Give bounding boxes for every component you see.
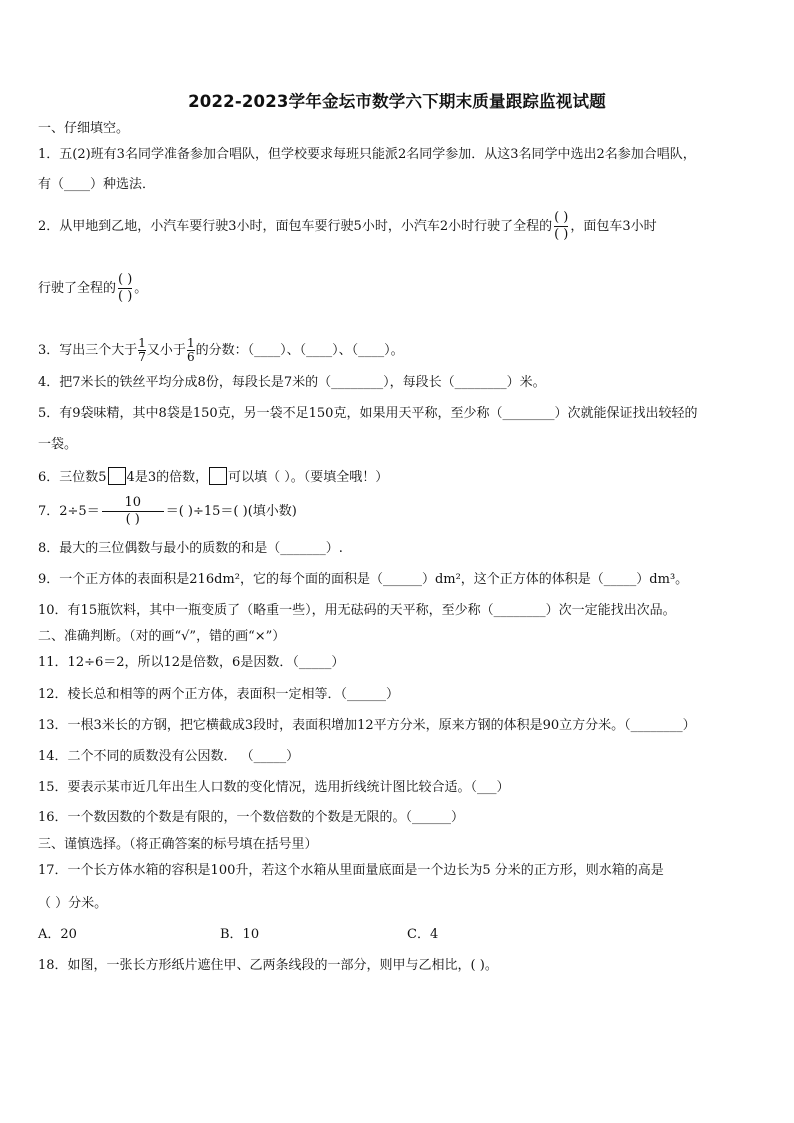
question-17-line-1: 17．一个长方体水箱的容积是100升，若这个水箱从里面量底面是一个边长为5 分米的正方形，则水箱的高是 bbox=[38, 863, 664, 878]
question-17-options bbox=[38, 926, 438, 944]
section-1-heading: 一、仔细填空。 bbox=[38, 121, 130, 136]
question-7: 7．2÷5＝ $\frac{10}{( )}$ ＝( )÷15＝( )(填小数) bbox=[38, 495, 297, 527]
exam-title: 2022-2023学年金坛市数学六下期末质量跟踪监视试题 bbox=[188, 92, 606, 111]
section-3-heading: 三、谨慎选择。（将正确答案的标号填在括号里） bbox=[38, 837, 318, 852]
question-2-text-b: ，面包车3小时 bbox=[570, 219, 657, 234]
question-12: 12．棱长总和相等的两个正方体，表面积一定相等．（______） bbox=[38, 687, 400, 702]
digit-box bbox=[209, 467, 227, 485]
question-6: 6．三位数5 4是3的倍数， 可以填（ ）。（要填全哦！） bbox=[38, 467, 388, 487]
question-15: 15．要表示某市近几年出生人口数的变化情况，选用折线统计图比较合适。（___） bbox=[38, 780, 510, 795]
answer-fraction-2: $\frac{( )}{( )}$ bbox=[118, 272, 133, 304]
option-c: C．4 bbox=[407, 927, 439, 942]
digit-box bbox=[108, 467, 126, 485]
question-2-line-2 bbox=[38, 272, 147, 305]
question-8: 8．最大的三位偶数与最小的质数的和是（_______）. bbox=[38, 541, 343, 556]
question-10: 10．有15瓶饮料，其中一瓶变质了（略重一些），用无砝码的天平称，至少称（________）次一定能找出次品。 bbox=[38, 603, 676, 618]
option-b: B．10 bbox=[220, 927, 260, 942]
question-11: 11．12÷6＝2，所以12是倍数，6是因数．（_____） bbox=[38, 655, 345, 670]
question-18: 18．如图，一张长方形纸片遮住甲、乙两条线段的一部分，则甲与乙相比，( )。 bbox=[38, 958, 498, 973]
section-2-heading: 二、准确判断。（对的画“√”，错的画“×”） bbox=[38, 629, 286, 644]
question-5-line-1: 5．有9袋味精，其中8袋是150克，另一袋不足150克，如果用天平称，至少称（________）次就能保证找出较轻的 bbox=[38, 406, 698, 421]
question-17-line-2: （ ）分米。 bbox=[38, 896, 108, 911]
question-1-line-1: 1．五(2)班有3名同学准备参加合唱队，但学校要求每班只能派2名同学参加．从这3名同学中选出2名参加合唱队， bbox=[38, 147, 696, 162]
option-a: A．20 bbox=[38, 927, 77, 942]
question-16: 16．一个数因数的个数是有限的，一个数倍数的个数是无限的。（______） bbox=[38, 810, 465, 825]
fraction-ten-over-blank: $\frac{10}{( )}$ bbox=[102, 495, 164, 528]
question-2-text-c: 行驶了全程的 bbox=[38, 281, 117, 296]
question-2-text-a: 2．从甲地到乙地，小汽车要行驶3小时，面包车要行驶5小时，小汽车2小时行驶了全程的 bbox=[38, 219, 553, 234]
question-9: 9．一个正方体的表面积是216dm²，它的每个面的面积是（______）dm²，这个正方体的体积是（_____）dm³。 bbox=[38, 572, 689, 587]
fraction-one-sixth: $\frac{1}{6}$ bbox=[186, 336, 195, 364]
question-1-line-2: 有（____）种选法． bbox=[38, 177, 156, 192]
question-4: 4．把7米长的铁丝平均分成8份，每段长是7米的（________），每段长（________）米。 bbox=[38, 375, 546, 390]
question-2-line-1 bbox=[38, 210, 657, 243]
question-13: 13．一根3米长的方钢，把它横截成3段时，表面积增加12平方分米，原来方钢的体积是90立方分米。（________） bbox=[38, 718, 696, 733]
question-3: 3．写出三个大于 $\frac{1}{7}$ 又小于 $\frac{1}{6}$ 的分数：（____）、（____）、（____）。 bbox=[38, 336, 404, 364]
question-14: 14．二个不同的质数没有公因数． （_____） bbox=[38, 749, 300, 764]
question-2-text-d: 。 bbox=[134, 281, 148, 296]
question-5-line-2: 一袋。 bbox=[38, 437, 78, 452]
answer-fraction-1: $\frac{( )}{( )}$ bbox=[554, 210, 569, 242]
fraction-one-seventh: $\frac{1}{7}$ bbox=[138, 336, 146, 364]
